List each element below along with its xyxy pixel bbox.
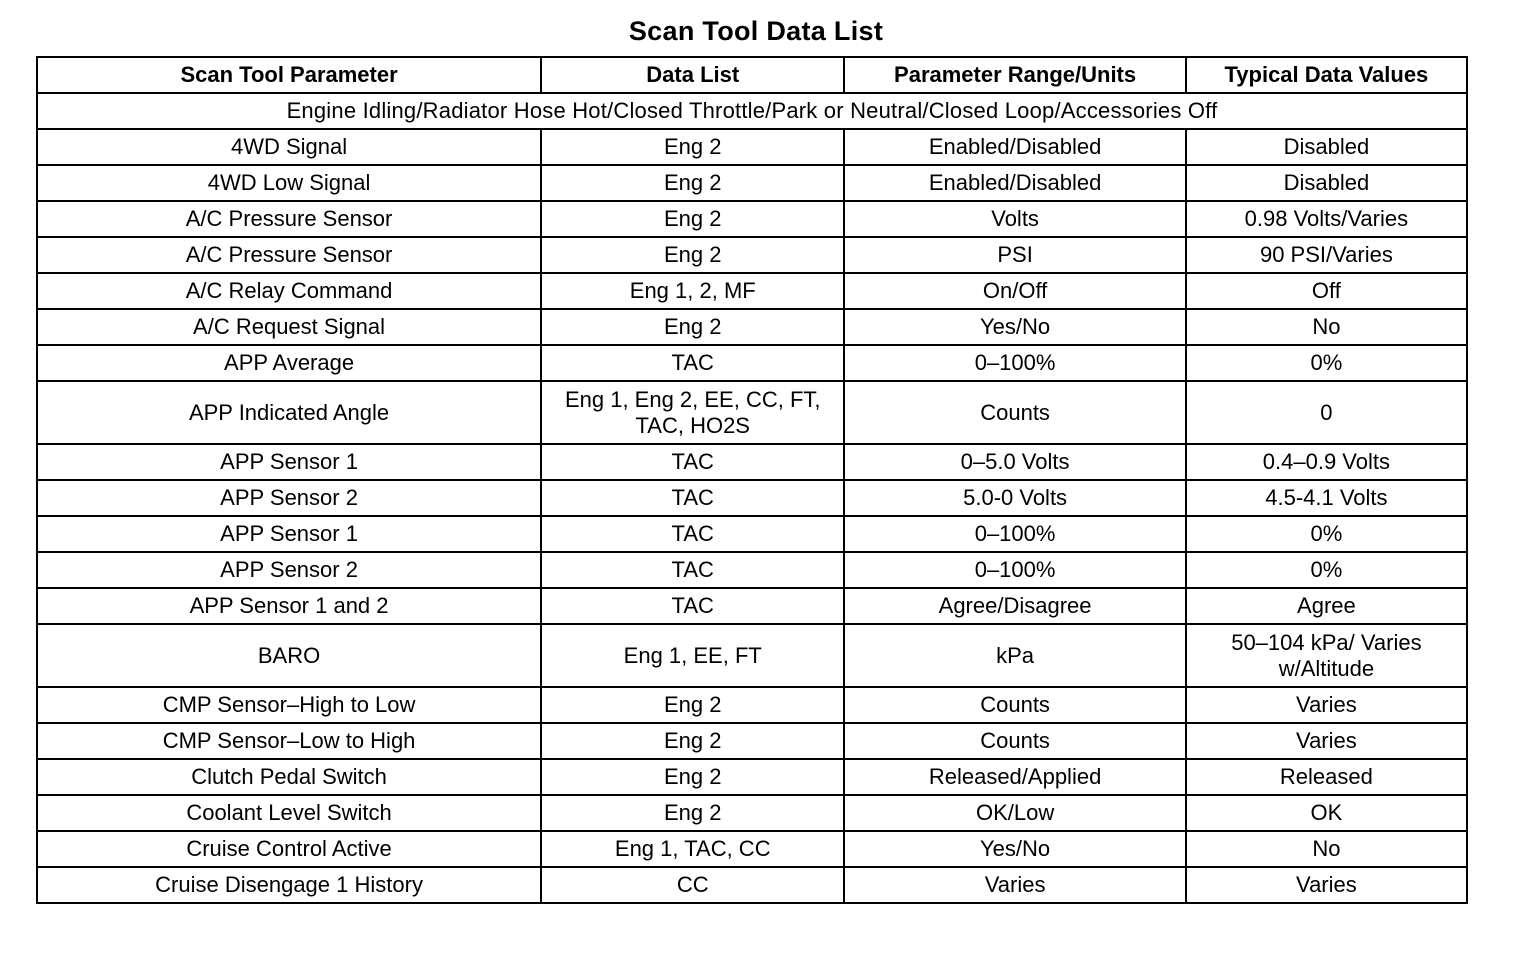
cell-data-list: Eng 2: [541, 723, 844, 759]
cell-parameter-range-units: Volts: [844, 201, 1185, 237]
cell-typical-data-value: Agree: [1186, 588, 1467, 624]
cell-data-list: TAC: [541, 345, 844, 381]
cell-parameter-range-units: On/Off: [844, 273, 1185, 309]
table-row: [37, 444, 1467, 480]
table-row: [37, 273, 1467, 309]
cell-scan-tool-parameter: A/C Relay Command: [37, 273, 541, 309]
cell-scan-tool-parameter: APP Sensor 2: [37, 552, 541, 588]
table-row: [37, 687, 1467, 723]
cell-scan-tool-parameter: APP Sensor 1: [37, 516, 541, 552]
table-row: [37, 381, 1467, 444]
cell-parameter-range-units: Released/Applied: [844, 759, 1185, 795]
cell-scan-tool-parameter: A/C Request Signal: [37, 309, 541, 345]
header-typical-data-values: Typical Data Values: [1186, 57, 1467, 93]
header-scan-tool-parameter: Scan Tool Parameter: [37, 57, 541, 93]
table-body: [37, 93, 1467, 903]
condition-row: [37, 93, 1467, 129]
cell-scan-tool-parameter: 4WD Low Signal: [37, 165, 541, 201]
cell-parameter-range-units: Yes/No: [844, 309, 1185, 345]
cell-data-list: TAC: [541, 516, 844, 552]
cell-parameter-range-units: kPa: [844, 624, 1185, 687]
cell-parameter-range-units: Counts: [844, 687, 1185, 723]
cell-parameter-range-units: Counts: [844, 723, 1185, 759]
cell-scan-tool-parameter: Cruise Disengage 1 History: [37, 867, 541, 903]
cell-data-list: Eng 1, EE, FT: [541, 624, 844, 687]
header-data-list: Data List: [541, 57, 844, 93]
cell-scan-tool-parameter: CMP Sensor–High to Low: [37, 687, 541, 723]
cell-scan-tool-parameter: A/C Pressure Sensor: [37, 237, 541, 273]
cell-parameter-range-units: Agree/Disagree: [844, 588, 1185, 624]
cell-typical-data-value: 0: [1186, 381, 1467, 444]
table-row: [37, 552, 1467, 588]
cell-typical-data-value: Disabled: [1186, 129, 1467, 165]
cell-scan-tool-parameter: APP Sensor 1: [37, 444, 541, 480]
cell-scan-tool-parameter: APP Indicated Angle: [37, 381, 541, 444]
cell-parameter-range-units: Counts: [844, 381, 1185, 444]
cell-typical-data-value: 0%: [1186, 345, 1467, 381]
cell-scan-tool-parameter: Clutch Pedal Switch: [37, 759, 541, 795]
cell-scan-tool-parameter: Coolant Level Switch: [37, 795, 541, 831]
cell-data-list: Eng 1, Eng 2, EE, CC, FT, TAC, HO2S: [541, 381, 844, 444]
page-title: Scan Tool Data List: [628, 16, 884, 46]
cell-typical-data-value: OK: [1186, 795, 1467, 831]
cell-scan-tool-parameter: APP Sensor 1 and 2: [37, 588, 541, 624]
cell-parameter-range-units: Enabled/Disabled: [844, 165, 1185, 201]
cell-data-list: TAC: [541, 588, 844, 624]
table-row: [37, 237, 1467, 273]
cell-parameter-range-units: Varies: [844, 867, 1185, 903]
cell-data-list: TAC: [541, 552, 844, 588]
header-row: [37, 57, 1467, 93]
test-condition: Engine Idling/Radiator Hose Hot/Closed Throttle/Park or Neutral/Closed Loop/Accessories Off: [37, 93, 1467, 129]
cell-data-list: TAC: [541, 480, 844, 516]
cell-scan-tool-parameter: Cruise Control Active: [37, 831, 541, 867]
cell-data-list: Eng 2: [541, 795, 844, 831]
cell-typical-data-value: 4.5-4.1 Volts: [1186, 480, 1467, 516]
cell-parameter-range-units: 5.0-0 Volts: [844, 480, 1185, 516]
cell-parameter-range-units: 0–5.0 Volts: [844, 444, 1185, 480]
cell-typical-data-value: 50–104 kPa/ Varies w/Altitude: [1186, 624, 1467, 687]
cell-data-list: Eng 2: [541, 165, 844, 201]
cell-scan-tool-parameter: APP Average: [37, 345, 541, 381]
cell-parameter-range-units: Yes/No: [844, 831, 1185, 867]
cell-data-list: Eng 2: [541, 687, 844, 723]
table-row: [37, 345, 1467, 381]
cell-typical-data-value: Disabled: [1186, 165, 1467, 201]
table-row: [37, 516, 1467, 552]
cell-typical-data-value: 0%: [1186, 516, 1467, 552]
cell-scan-tool-parameter: A/C Pressure Sensor: [37, 201, 541, 237]
cell-typical-data-value: Varies: [1186, 867, 1467, 903]
table-row: [37, 831, 1467, 867]
cell-data-list: Eng 2: [541, 759, 844, 795]
cell-parameter-range-units: 0–100%: [844, 516, 1185, 552]
cell-data-list: Eng 2: [541, 129, 844, 165]
cell-scan-tool-parameter: 4WD Signal: [37, 129, 541, 165]
cell-data-list: Eng 2: [541, 201, 844, 237]
cell-data-list: Eng 2: [541, 309, 844, 345]
cell-scan-tool-parameter: CMP Sensor–Low to High: [37, 723, 541, 759]
table-row: [37, 624, 1467, 687]
cell-typical-data-value: Released: [1186, 759, 1467, 795]
cell-scan-tool-parameter: APP Sensor 2: [37, 480, 541, 516]
cell-typical-data-value: 0.98 Volts/Varies: [1186, 201, 1467, 237]
cell-data-list: Eng 1, TAC, CC: [541, 831, 844, 867]
table-row: [37, 759, 1467, 795]
table-row: [37, 129, 1467, 165]
cell-typical-data-value: No: [1186, 309, 1467, 345]
table-row: [37, 867, 1467, 903]
cell-typical-data-value: Off: [1186, 273, 1467, 309]
table-row: [37, 309, 1467, 345]
table-row: [37, 588, 1467, 624]
cell-data-list: CC: [541, 867, 844, 903]
cell-parameter-range-units: Enabled/Disabled: [844, 129, 1185, 165]
cell-parameter-range-units: PSI: [844, 237, 1185, 273]
table-row: [37, 723, 1467, 759]
cell-data-list: TAC: [541, 444, 844, 480]
table-row: [37, 165, 1467, 201]
cell-typical-data-value: Varies: [1186, 723, 1467, 759]
cell-scan-tool-parameter: BARO: [37, 624, 541, 687]
header-parameter-range-units: Parameter Range/Units: [844, 57, 1185, 93]
cell-parameter-range-units: OK/Low: [844, 795, 1185, 831]
cell-data-list: Eng 1, 2, MF: [541, 273, 844, 309]
cell-typical-data-value: 0%: [1186, 552, 1467, 588]
table-row: [37, 795, 1467, 831]
scan-tool-data-table: [36, 56, 1468, 904]
cell-parameter-range-units: 0–100%: [844, 552, 1185, 588]
cell-parameter-range-units: 0–100%: [844, 345, 1185, 381]
cell-data-list: Eng 2: [541, 237, 844, 273]
cell-typical-data-value: Varies: [1186, 687, 1467, 723]
cell-typical-data-value: No: [1186, 831, 1467, 867]
cell-typical-data-value: 90 PSI/Varies: [1186, 237, 1467, 273]
table-row: [37, 201, 1467, 237]
table-row: [37, 480, 1467, 516]
cell-typical-data-value: 0.4–0.9 Volts: [1186, 444, 1467, 480]
